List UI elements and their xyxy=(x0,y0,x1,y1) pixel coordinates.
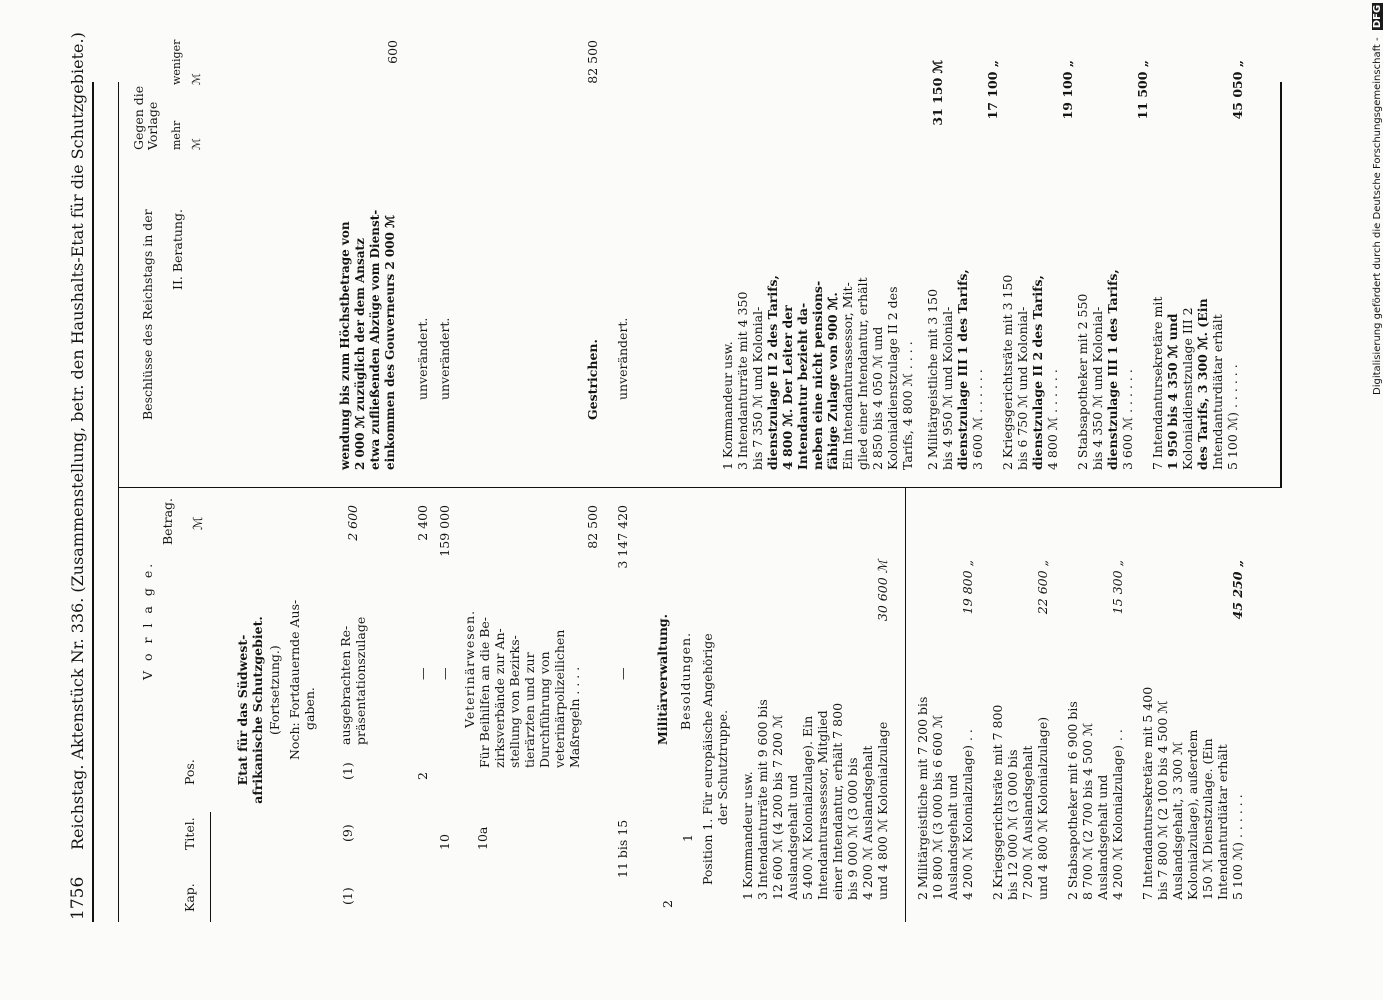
bg4-line: bis 4 350 ℳ und Kolonial- xyxy=(1090,306,1105,470)
bg5-line: des Tarifs, 3 300 ℳ. (Ein xyxy=(1195,298,1210,470)
vg1-line: Intendanturassessor, Mitglied xyxy=(815,710,830,900)
beschluss-group-5 xyxy=(1150,150,1240,470)
page-number: 1756 xyxy=(68,876,88,920)
col-gegen-line: Vorlage xyxy=(145,101,160,150)
page-header: Reichstag. Aktenstück Nr. 336. (Zusammenstellung, betr. den Haushalts-Etat für die Schutzgebiete.) xyxy=(68,32,87,850)
bg1-line: 4 800 ℳ. Der Leiter der xyxy=(780,305,795,470)
position1-line: Position 1. Für europäische Angehörige xyxy=(700,633,715,885)
bg5-line: 1 950 bis 4 350 ℳ und xyxy=(1165,313,1180,470)
vg5-line: Kolonialzulage), außerdem xyxy=(1185,729,1200,900)
col-vorlage: V o r l a g e. xyxy=(140,560,155,680)
vg4-line: 4 200 ℳ Kolonialzulage) . . xyxy=(1110,729,1125,900)
r1-text xyxy=(338,617,368,745)
bg1-line: bis 7 350 ℳ und Kolonial- xyxy=(750,306,765,470)
bg4-amount: 11 500 „ xyxy=(1135,60,1150,120)
r1-beschluss xyxy=(338,210,398,470)
vg4-line: Auslandsgehalt und xyxy=(1095,774,1110,900)
vg2-line: Auslandsgehalt und xyxy=(945,774,960,900)
bg1-line: Tarifs, 4 800 ℳ . . . . xyxy=(900,341,915,470)
r1-pos: (1) xyxy=(340,762,355,780)
col-weniger-unit: ℳ xyxy=(190,73,203,85)
bg3-line: 2 Kriegsgerichtsräte mit 3 150 xyxy=(1000,274,1015,470)
r1-beschluss-line: einkommen des Gouverneurs 2 000 ℳ xyxy=(383,215,397,470)
r2-amount: 2 400 xyxy=(415,505,430,541)
bg1-line: glied einer Intendantur, erhält xyxy=(855,277,870,470)
mil-heading: Militärverwaltung. xyxy=(655,614,670,745)
r4-text-line: Maßregeln . . . . xyxy=(567,666,582,768)
r3-beschluss: unverändert. xyxy=(437,317,452,400)
position1-line: der Schutztruppe. xyxy=(715,709,730,825)
col-beratung: II. Beratung. xyxy=(170,209,185,290)
vg3-line: und 4 800 ℳ Kolonialzulage) xyxy=(1035,716,1050,900)
bg2-line: dienstzulage III 1 des Tarifs, xyxy=(955,269,970,470)
dfg-logo: DFG xyxy=(1372,4,1383,29)
r5-beschluss: unverändert. xyxy=(615,317,630,400)
beschluss-group-1 xyxy=(720,150,915,470)
r4-text-line: zirksverbände zur An- xyxy=(492,628,507,768)
vg1-line: 4 200 ℳ Auslandsgehalt xyxy=(860,745,875,900)
vg3-line: 2 Kriegsgerichtsräte mit 7 800 xyxy=(990,704,1005,900)
r1-text-line: präsentationszulage xyxy=(353,616,368,745)
bg3-line: bis 6 750 ℳ und Kolonial- xyxy=(1015,306,1030,470)
r4-text-line: tierärzten und zur xyxy=(522,652,537,768)
bg5-line: Intendanturdiätar erhält xyxy=(1210,314,1225,470)
bg1-line: fähige Zulage von 900 ℳ. xyxy=(825,292,840,470)
vg2-line: 4 200 ℳ Kolonialzulage) . . xyxy=(960,729,975,900)
bg1-line: neben eine nicht pensions- xyxy=(810,280,825,470)
vg2-amount: 19 800 „ xyxy=(960,560,975,615)
r5-titel: 11 bis 15 xyxy=(615,819,630,878)
bg2-amount: 17 100 „ xyxy=(985,60,1000,120)
bg3-amount: 19 100 „ xyxy=(1060,60,1075,120)
bg1-line: Ein Intendanturassessor, Mit- xyxy=(840,282,855,470)
bg1-line: 3 Intendanturräte mit 4 350 xyxy=(735,291,750,470)
bg1-line: dienstzulage II 2 des Tarifs, xyxy=(765,275,780,470)
noch-heading xyxy=(287,600,317,760)
r1-beschluss-line: etwa zufließenden Abzüge vom Dienst- xyxy=(368,209,382,470)
bg2-line: 3 600 ℳ . . . . . . xyxy=(970,369,985,470)
bg1-line: 2 850 bis 4 050 ℳ und xyxy=(870,326,885,470)
col-beschluesse: Beschlüsse des Reichstags in der xyxy=(140,209,155,420)
bg2-line: bis 4 950 ℳ und Kolonial- xyxy=(940,306,955,470)
r2-beschluss: unverändert. xyxy=(415,317,430,400)
vg4-line: 8 700 ℳ (2 700 bis 4 500 ℳ xyxy=(1080,722,1095,900)
col-pos: Pos. xyxy=(182,759,197,785)
r4-titel: 10a xyxy=(475,826,490,850)
r4-beschluss: Gestrichen. xyxy=(585,339,600,420)
col-mehr-unit: ℳ xyxy=(190,138,203,150)
bg5-line: 5 100 ℳ) . . . . . . xyxy=(1225,364,1240,470)
fortsetzung: (Fortsetzung.) xyxy=(267,645,282,735)
r1-text-line: ausgebrachten Re- xyxy=(338,625,353,745)
vg1-line: 5 400 ℳ Kolonialzulage). Ein xyxy=(800,715,815,900)
beschluss-group-3 xyxy=(1000,150,1060,470)
vg1-amount: 30 600 ℳ xyxy=(875,560,890,622)
vg1-line: Auslandsgehalt und xyxy=(785,774,800,900)
bg1-amount: 31 150 ℳ xyxy=(930,60,945,126)
r4-text-line: Veterinärwesen. xyxy=(462,609,477,728)
vg2-line: 10 800 ℳ (3 000 bis 6 600 ℳ xyxy=(930,714,945,900)
r1-amount: 2 600 xyxy=(345,505,360,541)
bg4-line: dienstzulage III 1 des Tarifs, xyxy=(1105,269,1120,470)
gegen-column-rule xyxy=(1280,82,1282,488)
vg2-line: 2 Militärgeistliche mit 7 200 bis xyxy=(915,696,930,900)
col-titel: Titel. xyxy=(182,817,197,850)
bg4-line: 3 600 ℳ . . . . . . xyxy=(1120,369,1135,470)
col-gegen-line: Gegen die xyxy=(131,85,146,150)
beschluss-group-4 xyxy=(1075,150,1135,470)
noch-line: Noch: Fortdauernde Aus- xyxy=(287,599,302,760)
mil-titel: 1 xyxy=(680,834,695,842)
r1-beschluss-line: 2 000 ℳ zuzüglich der dem Ansatz xyxy=(353,238,367,470)
r2-dash: — xyxy=(415,667,430,680)
vg4-line: 2 Stabsapotheker mit 6 900 bis xyxy=(1065,701,1080,900)
col-weniger: weniger xyxy=(170,39,183,85)
r1-weniger: 600 xyxy=(385,40,400,64)
bg1-line: 1 Kommandeur usw. xyxy=(720,341,735,470)
noch-line: gaben. xyxy=(302,687,317,730)
vg5-amount: 45 250 „ xyxy=(1230,560,1245,620)
bg5-amount: 45 050 „ xyxy=(1230,60,1245,120)
bg5-line: Kolonialdienstzulage III 2 xyxy=(1180,307,1195,470)
col-gegen xyxy=(132,86,160,150)
mil-sub: Besoldungen. xyxy=(678,631,693,730)
mil-position1 xyxy=(700,633,730,885)
bg5-line: 7 Intendantursekretäre mit xyxy=(1150,296,1165,470)
vorlage-group-1 xyxy=(740,560,890,900)
bg2-line: 2 Militärgeistliche mit 3 150 xyxy=(925,288,940,470)
kap-rule xyxy=(210,812,211,922)
r2-pos: 2 xyxy=(415,772,430,780)
col-kap: Kap. xyxy=(182,883,197,912)
vg5-line: Auslandsgehalt, 3 300 ℳ xyxy=(1170,741,1185,900)
r4-weniger: 82 500 xyxy=(585,40,600,84)
bg4-line: 2 Stabsapotheker mit 2 550 xyxy=(1075,293,1090,470)
vg5-line: Intendanturdiätar erhält xyxy=(1215,744,1230,900)
col-betrag: Betrag. xyxy=(160,497,175,545)
r3-titel: 10 xyxy=(437,834,452,850)
mil-kap: 2 xyxy=(660,900,675,908)
r4-text-line: Für Beihilfen an die Be- xyxy=(477,616,492,768)
vg5-line: 150 ℳ Dienstzulage. (Ein xyxy=(1200,738,1215,900)
etat-title-line: Etat für das Südwest- xyxy=(235,634,250,786)
bg3-line: 4 800 ℳ . . . . . . xyxy=(1045,369,1060,470)
header-rule xyxy=(92,82,94,922)
vg3-line: 7 200 ℳ Auslandsgehalt xyxy=(1020,745,1035,900)
vg1-line: 3 Intendanturräte mit 9 600 bis xyxy=(755,699,770,900)
vg5-line: 5 100 ℳ) . . . . . . xyxy=(1230,794,1245,900)
r3-amount: 159 000 xyxy=(437,505,452,557)
table-top-rule xyxy=(118,82,119,922)
r4-amount: 82 500 xyxy=(585,505,600,549)
r5-dash: — xyxy=(615,667,630,680)
betrag-rule xyxy=(905,488,906,922)
etat-title xyxy=(235,590,265,830)
r3-dash: — xyxy=(437,667,452,680)
r1-titel: (9) xyxy=(340,824,355,842)
beschluss-group-2 xyxy=(925,150,985,470)
vg3-amount: 22 600 „ xyxy=(1035,560,1050,615)
bg1-line: Intendantur bezieht da- xyxy=(795,302,810,470)
vg1-line: 12 600 ℳ (4 200 bis 7 200 ℳ xyxy=(770,714,785,900)
r4-text xyxy=(462,610,582,768)
vg5-line: 7 Intendantursekretäre mit 5 400 xyxy=(1140,686,1155,900)
r4-text-line: Durchführung von xyxy=(537,651,552,768)
col-mehr: mehr xyxy=(170,120,183,150)
vg1-line: und 4 800 ℳ Kolonialzulage xyxy=(875,721,890,900)
vg1-line: einer Intendantur, erhält 7 800 xyxy=(830,702,845,900)
etat-title-line: afrikanische Schutzgebiet. xyxy=(250,616,265,804)
col-betrag-unit: ℳ xyxy=(190,516,205,530)
vg4-amount: 15 300 „ xyxy=(1110,560,1125,615)
bg1-line: Kolonialdienstzulage II 2 des xyxy=(885,286,900,470)
r1-beschluss-line: wendung bis zum Höchstbetrage von xyxy=(338,221,352,470)
r1-kap: (1) xyxy=(340,887,355,905)
bg3-line: dienstzulage II 2 des Tarifs, xyxy=(1030,275,1045,470)
vg1-line: 1 Kommandeur usw. xyxy=(740,771,755,900)
column-divider-vorlage xyxy=(118,487,1282,488)
vg5-line: bis 7 800 ℳ (2 100 bis 4 500 ℳ xyxy=(1155,700,1170,900)
vg1-line: bis 9 000 ℳ (3 000 bis xyxy=(845,757,860,900)
r4-text-line: veterinärpolizeilichen xyxy=(552,629,567,768)
dfg-credit xyxy=(1372,3,1383,395)
vg3-line: bis 12 000 ℳ (3 000 bis xyxy=(1005,749,1020,900)
dfg-credit-text: Digitalisierung gefördert durch die Deutsche Forschungsgemeinschaft - xyxy=(1372,37,1383,395)
r5-amount: 3 147 420 xyxy=(615,505,630,569)
r4-text-line: stellung von Bezirks- xyxy=(507,635,522,768)
